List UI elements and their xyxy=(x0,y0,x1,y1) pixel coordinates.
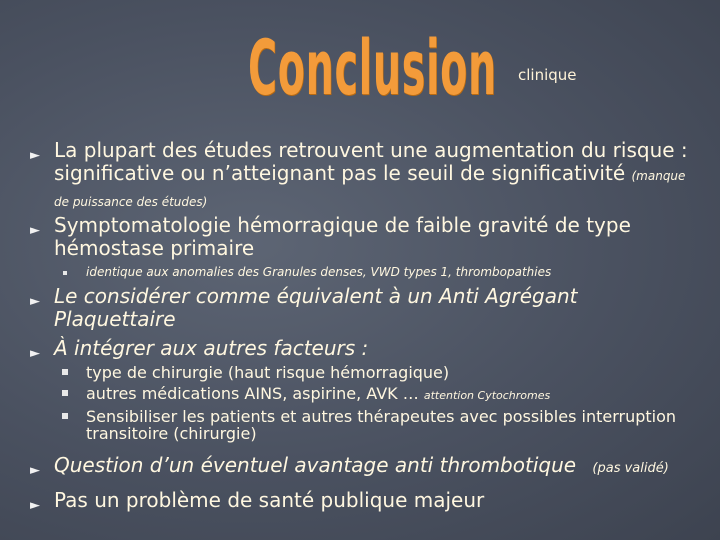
arrow-bullet-icon: ► xyxy=(30,346,40,361)
bullet-list xyxy=(30,139,695,512)
bullet-5-note: (pas validé) xyxy=(592,461,669,476)
bullet-6-text: Pas un problème de santé publique majeur xyxy=(54,488,485,512)
arrow-bullet-icon: ► xyxy=(30,498,40,513)
bullet-2-text: Symptomatologie hémorragique de faible gravité de type hémostase primaire xyxy=(54,213,631,260)
bullet-2-sub xyxy=(30,265,695,280)
square-bullet-icon xyxy=(63,271,67,275)
arrow-bullet-icon: ► xyxy=(30,223,40,238)
bullet-4-sub-2-note: attention Cytochromes xyxy=(423,389,551,402)
bullet-4-text: À intégrer aux autres facteurs : xyxy=(54,336,369,360)
arrow-bullet-icon: ► xyxy=(30,463,40,478)
bullet-3 xyxy=(30,285,695,331)
bullet-4-sub-3-text: Sensibiliser les patients et autres thérapeutes avec possibles interruption transitoire (chirurgie) xyxy=(86,407,677,443)
bullet-4 xyxy=(30,337,695,360)
arrow-bullet-icon: ► xyxy=(30,148,40,163)
arrow-bullet-icon: ► xyxy=(30,294,40,309)
bullet-3-text: Le considérer comme équivalent à un Anti Agrégant Plaquettaire xyxy=(54,284,578,331)
bullet-4-sub-2-text: autres médications AINS, aspirine, AVK … xyxy=(86,384,419,403)
square-bullet-icon xyxy=(62,413,68,419)
bullet-4-sub-1-text: type de chirurgie (haut risque hémorragique) xyxy=(86,363,450,382)
bullet-4-sub-3 xyxy=(30,408,695,442)
bullet-5 xyxy=(30,454,695,480)
bullet-1-note: (manque de puissance des études) xyxy=(54,169,686,209)
title-text: Conclusion xyxy=(248,25,497,113)
square-bullet-icon xyxy=(62,369,68,375)
bullet-2 xyxy=(30,214,695,260)
bullet-5-text: Question d’un éventuel avantage anti thrombotique xyxy=(54,453,577,477)
bullet-1-text: La plupart des études retrouvent une augmentation du risque : significative ou n’atteignant pas le seuil de significativité xyxy=(54,138,688,185)
bullet-4-sub-1 xyxy=(30,364,695,381)
bullet-2-sub-text: identique aux anomalies des Granules denses, VWD types 1, thrombopathies xyxy=(86,265,552,279)
slide-title xyxy=(248,24,497,114)
bullet-4-sub-2 xyxy=(30,385,695,404)
square-bullet-icon xyxy=(62,390,68,396)
slide-subtitle: clinique xyxy=(518,66,577,84)
bullet-6 xyxy=(30,489,695,512)
bullet-4-sublist xyxy=(30,364,695,442)
bullet-1 xyxy=(30,139,695,214)
